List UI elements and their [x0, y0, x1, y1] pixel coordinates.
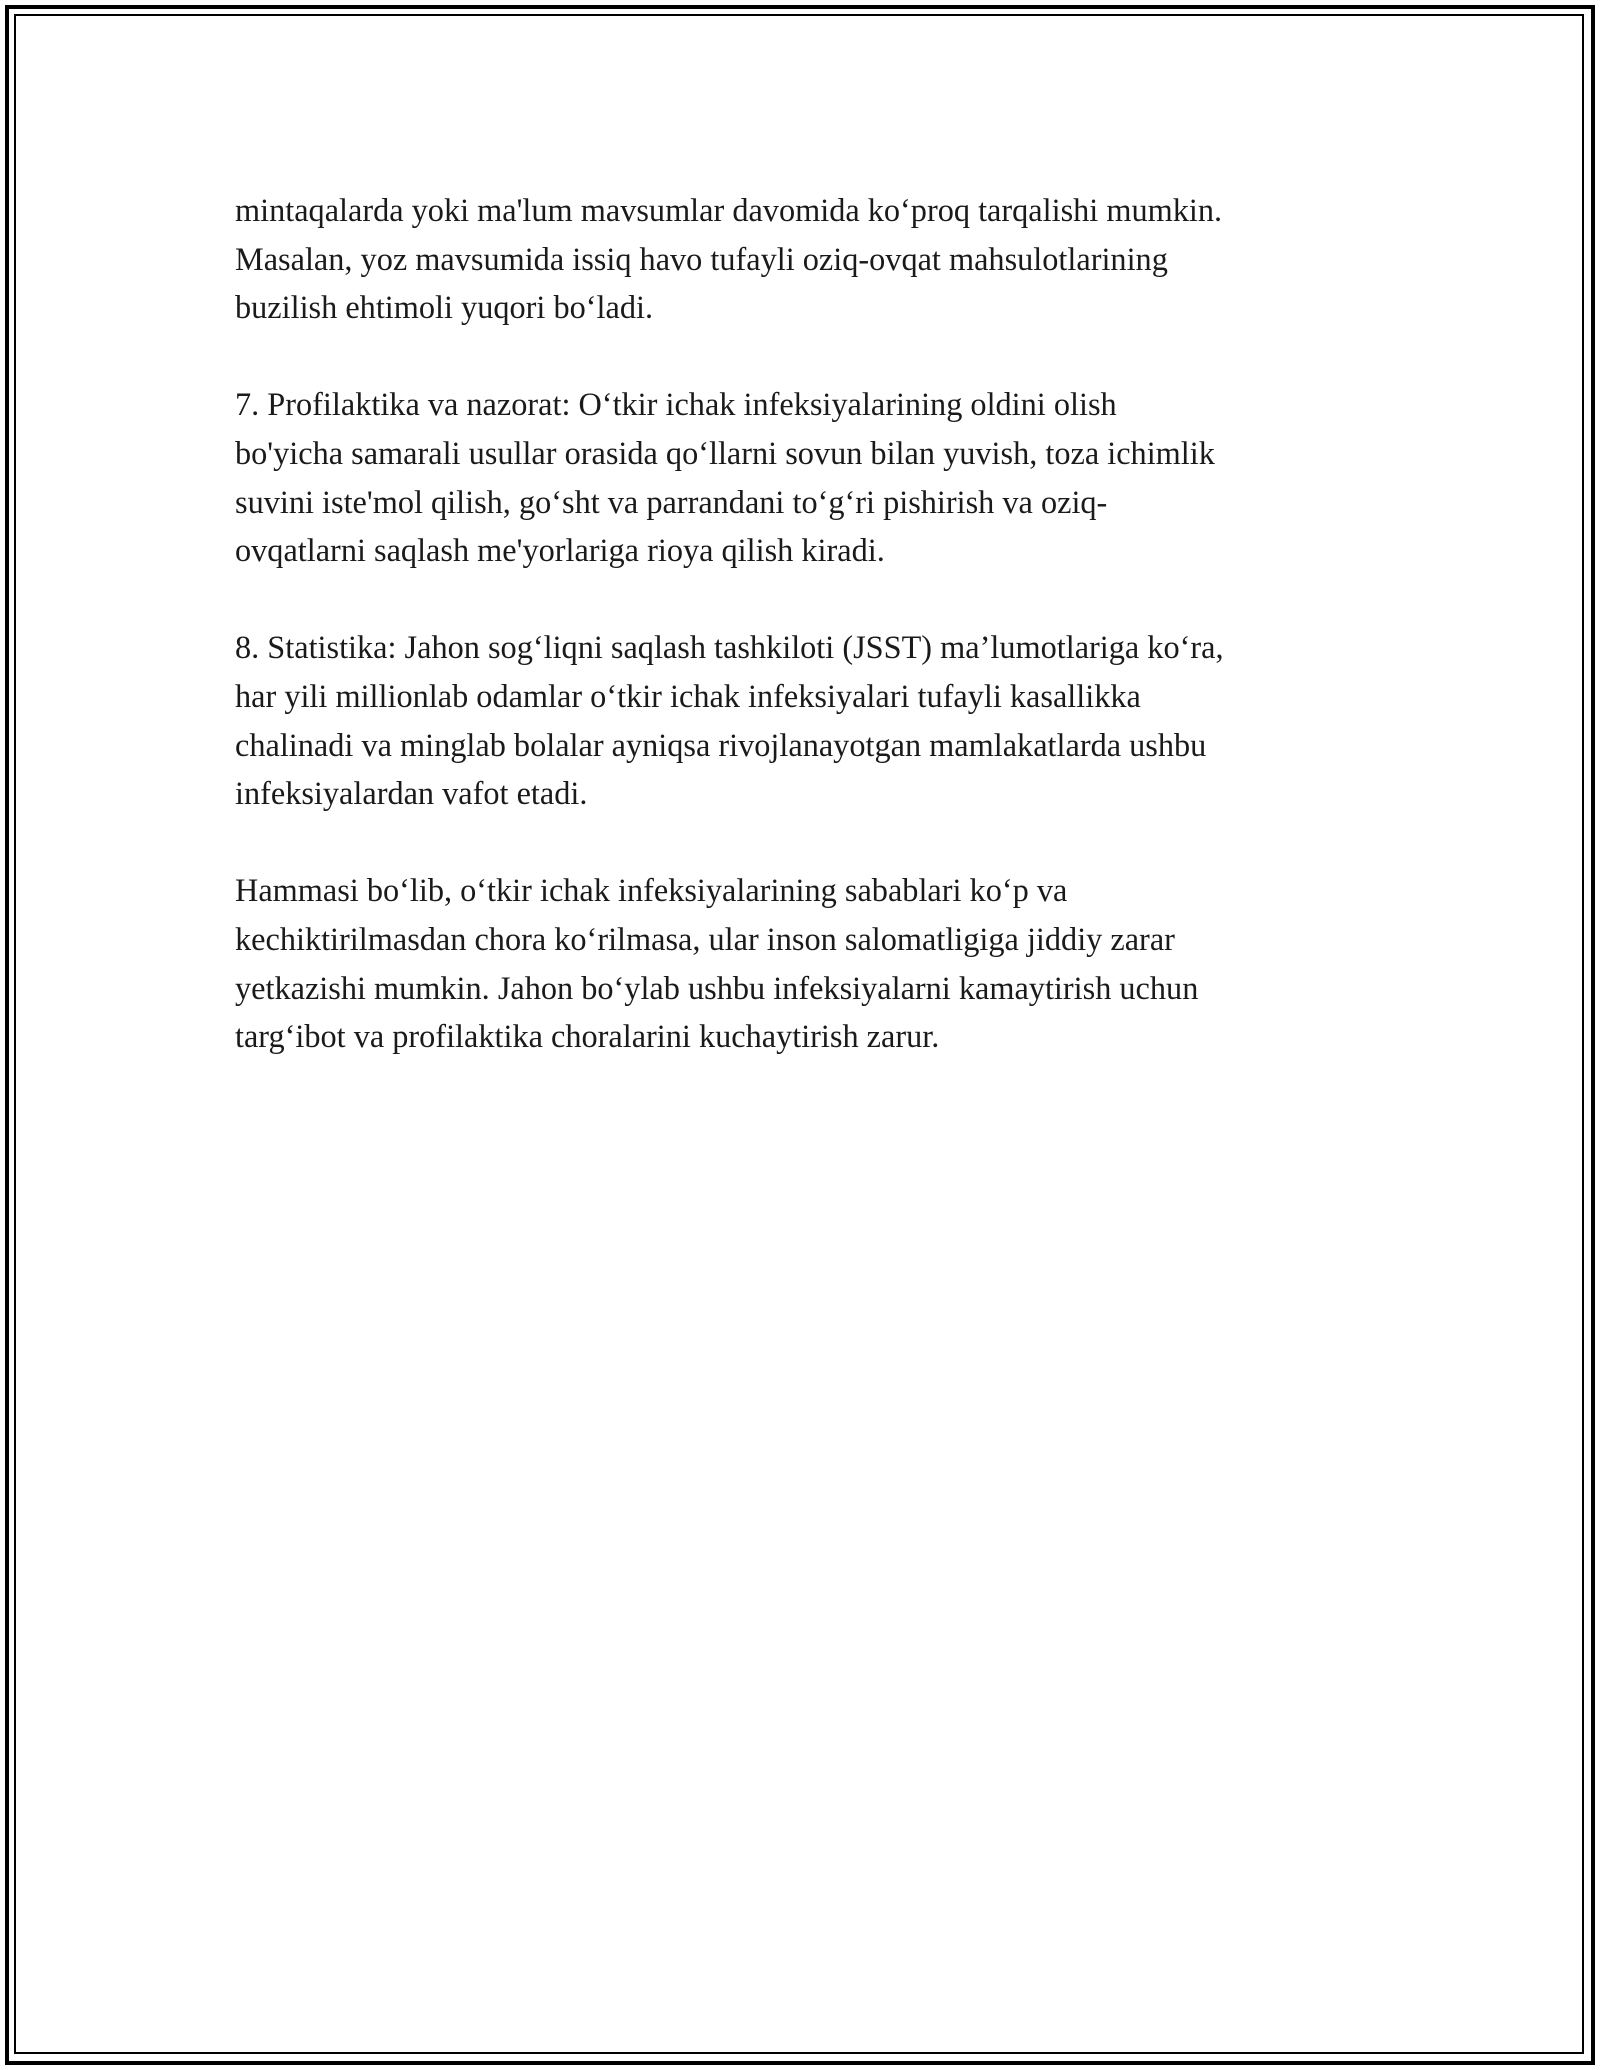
text-line: 8. Statistika: Jahon sog‘liqni saqlash tashkiloti (JSST) ma’lumotlariga ko‘ra, [235, 629, 1224, 666]
text-line: targ‘ibot va profilaktika choralarini kuchaytirish zarur. [235, 1018, 940, 1055]
text-line: chalinadi va minglab bolalar ayniqsa rivojlanayotgan mamlakatlarda ushbu [235, 726, 1207, 763]
text-line: yetkazishi mumkin. Jahon bo‘ylab ushbu infeksiyalarni kamaytirish uchun [235, 969, 1199, 1006]
text-line: 7. Profilaktika va nazorat: O‘tkir ichak infeksiyalarining oldini olish [235, 386, 1117, 423]
text-line: mintaqalarda yoki ma'lum mavsumlar davomida ko‘proq tarqalishi mumkin. [235, 192, 1223, 228]
paragraph-seasonal-spread [235, 186, 1375, 332]
text-line: Hammasi bo‘lib, o‘tkir ichak infeksiyalarining sabablari ko‘p va [235, 872, 1068, 909]
text-line: har yili millionlab odamlar o‘tkir ichak infeksiyalari tufayli kasallikka [235, 677, 1141, 714]
paragraph-prevention-control [235, 380, 1375, 574]
document-body [235, 186, 1375, 1061]
text-line: ovqatlarni saqlash me'yorlariga rioya qilish kiradi. [235, 532, 885, 569]
paragraph-statistics [235, 623, 1375, 817]
text-line: bo'yicha samarali usullar orasida qo‘llarni sovun bilan yuvish, toza ichimlik [235, 434, 1215, 471]
text-line: infeksiyalardan vafot etadi. [235, 775, 588, 812]
text-line: suvini iste'mol qilish, go‘sht va parrandani to‘g‘ri pishirish va oziq- [235, 483, 1108, 520]
text-line: Masalan, yoz mavsumida issiq havo tufayli oziq-ovqat mahsulotlarining [235, 240, 1168, 277]
text-line: kechiktirilmasdan chora ko‘rilmasa, ular inson salomatligiga jiddiy zarar [235, 920, 1175, 957]
text-line: buzilish ehtimoli yuqori bo‘ladi. [235, 289, 654, 326]
paragraph-conclusion [235, 866, 1375, 1060]
